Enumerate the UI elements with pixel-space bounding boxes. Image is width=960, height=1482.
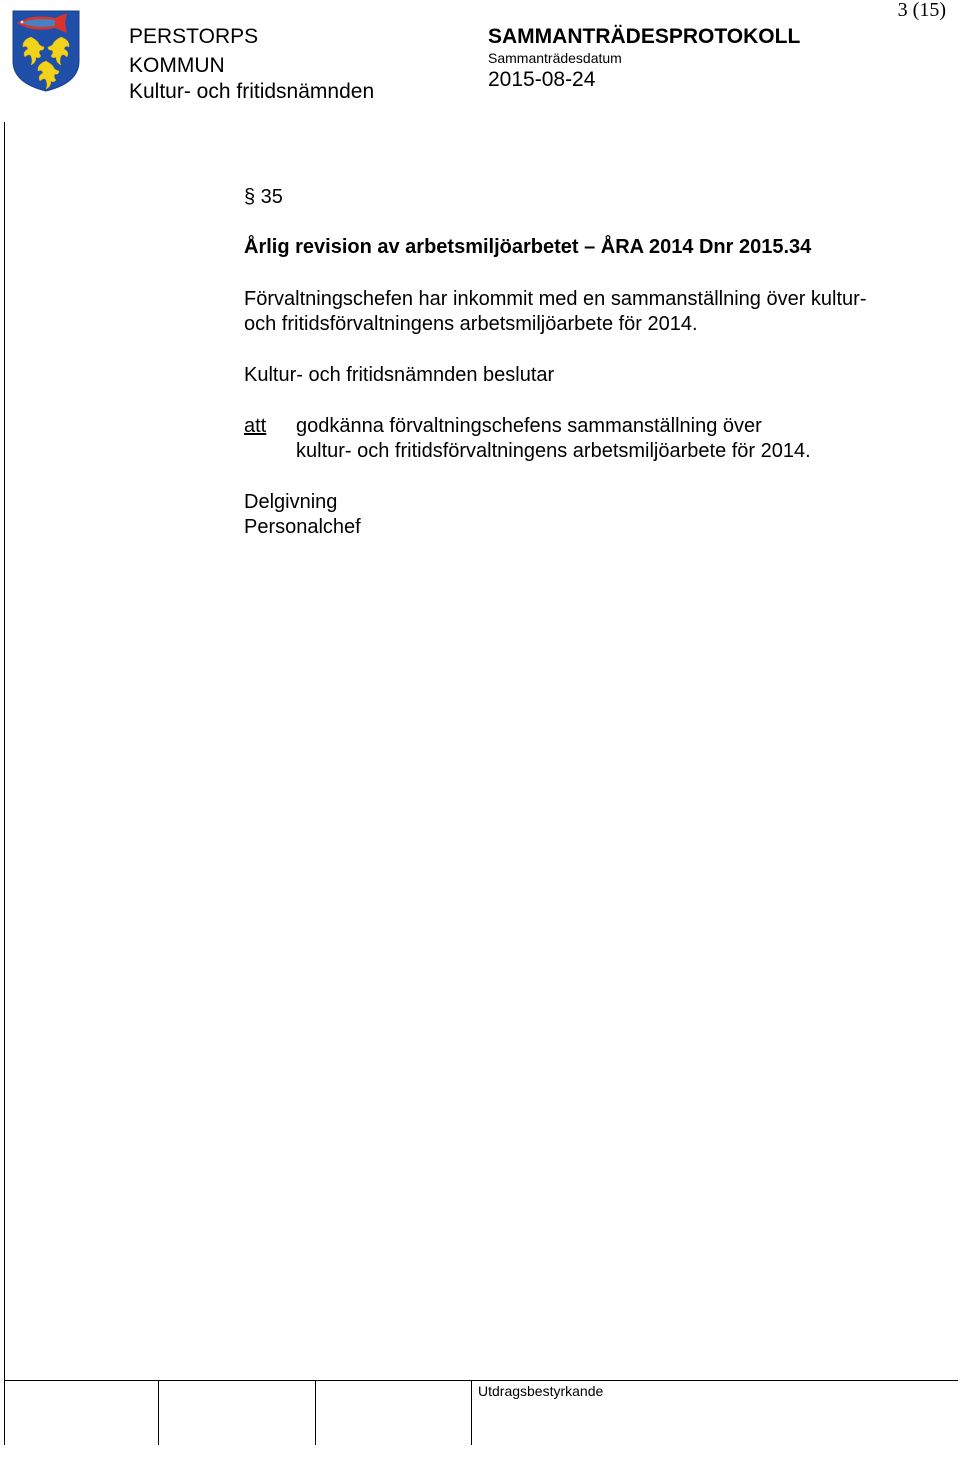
- intro-paragraph-line: och fritidsförvaltningens arbetsmiljöarbete för 2014.: [244, 313, 698, 335]
- section-number: § 35: [244, 186, 283, 208]
- decision-text-line: godkänna förvaltningschefens sammanställning över: [296, 415, 762, 437]
- notification-label: Delgivning: [244, 491, 338, 513]
- org-name-line2: KOMMUN: [129, 54, 225, 77]
- document-type: SAMMANTRÄDESPROTOKOLL: [488, 25, 801, 48]
- att-keyword: att: [244, 415, 267, 437]
- notification-recipient: Personalchef: [244, 516, 361, 538]
- signature-box-divider: [158, 1381, 159, 1445]
- left-margin-line: [4, 122, 5, 1445]
- meeting-date-value: 2015-08-24: [488, 68, 596, 91]
- org-name-line1: PERSTORPS: [129, 25, 259, 48]
- section-title: Årlig revision av arbetsmiljöarbetet – ÅRA 2014 Dnr 2015.34: [244, 236, 812, 258]
- decision-heading: Kultur- och fritidsnämnden beslutar: [244, 364, 555, 386]
- excerpt-certification-label: Utdragsbestyrkande: [478, 1383, 604, 1399]
- footer-divider-line: [4, 1380, 958, 1381]
- signature-box-divider: [471, 1381, 472, 1445]
- page-number: 3 (15): [897, 0, 946, 21]
- meeting-date-label: Sammanträdesdatum: [488, 50, 622, 66]
- coat-of-arms-icon: [11, 9, 81, 93]
- intro-paragraph-line: Förvaltningschefen har inkommit med en sammanställning över kultur-: [244, 288, 867, 310]
- signature-box-divider: [315, 1381, 316, 1445]
- committee-name: Kultur- och fritidsnämnden: [129, 80, 375, 103]
- decision-text-line: kultur- och fritidsförvaltningens arbetsmiljöarbete för 2014.: [296, 440, 811, 462]
